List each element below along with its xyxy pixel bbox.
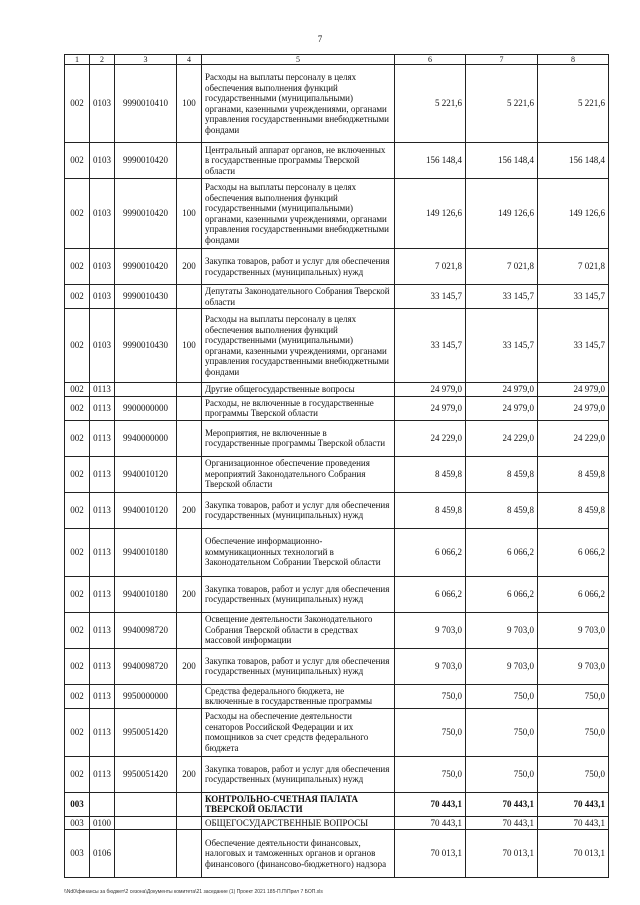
target-article-cell: 9990010420: [115, 143, 177, 179]
amount-col8-cell: 149 126,6: [538, 179, 609, 249]
amount-col7-cell: 33 145,7: [466, 285, 538, 309]
description-cell: Обеспечение деятельности финансовых, налоговых и таможенных органов и органов финансового (финансово-бюджетного) надзора: [202, 830, 395, 878]
amount-col8-cell: 70 013,1: [538, 830, 609, 878]
amount-col7-cell: 156 148,4: [466, 143, 538, 179]
expense-type-cell: [177, 830, 202, 878]
section-code-cell: [90, 792, 115, 816]
amount-col7-cell: 9 703,0: [466, 648, 538, 684]
description-cell: Организационное обеспечение проведения мероприятий Законодательного Собрания Тверской области: [202, 456, 395, 492]
admin-code-cell: 003: [65, 816, 90, 830]
expense-type-cell: [177, 816, 202, 830]
admin-code-cell: 002: [65, 576, 90, 612]
section-code-cell: 0103: [90, 249, 115, 285]
expense-type-cell: 100: [177, 309, 202, 383]
section-code-cell: 0106: [90, 830, 115, 878]
amount-col6-cell: 149 126,6: [395, 179, 466, 249]
amount-col7-cell: 750,0: [466, 684, 538, 708]
expense-type-cell: [177, 528, 202, 576]
section-code-cell: 0103: [90, 309, 115, 383]
amount-col8-cell: 70 443,1: [538, 792, 609, 816]
amount-col6-cell: 70 013,1: [395, 830, 466, 878]
table-row: [65, 65, 609, 143]
admin-code-cell: 002: [65, 396, 90, 420]
table-row: [65, 816, 609, 830]
table-row: [65, 708, 609, 756]
amount-col8-cell: 8 459,8: [538, 492, 609, 528]
admin-code-cell: 002: [65, 756, 90, 792]
expense-type-cell: [177, 383, 202, 397]
amount-col8-cell: 70 443,1: [538, 816, 609, 830]
target-article-cell: 9950051420: [115, 708, 177, 756]
expense-type-cell: [177, 612, 202, 648]
header-cell: 4: [177, 55, 202, 65]
description-cell: Мероприятия, не включенные в государственные программы Тверской области: [202, 420, 395, 456]
expense-type-cell: 200: [177, 648, 202, 684]
target-article-cell: 9940000000: [115, 420, 177, 456]
admin-code-cell: 002: [65, 309, 90, 383]
description-cell: Расходы на выплаты персоналу в целях обеспечения выполнения функций государственными (муниципальными) органами, казенными учреждениями, органами управления государственными внебюджетными фондами: [202, 65, 395, 143]
admin-code-cell: 002: [65, 285, 90, 309]
table-row: [65, 309, 609, 383]
section-code-cell: 0113: [90, 528, 115, 576]
section-code-cell: 0113: [90, 648, 115, 684]
amount-col8-cell: 750,0: [538, 684, 609, 708]
admin-code-cell: 002: [65, 420, 90, 456]
admin-code-cell: 002: [65, 528, 90, 576]
table-row: [65, 179, 609, 249]
amount-col6-cell: 5 221,6: [395, 65, 466, 143]
amount-col6-cell: 750,0: [395, 708, 466, 756]
table-row: [65, 792, 609, 816]
description-cell: Закупка товаров, работ и услуг для обеспечения государственных (муниципальных) нужд: [202, 756, 395, 792]
amount-col6-cell: 70 443,1: [395, 816, 466, 830]
expense-type-cell: [177, 792, 202, 816]
amount-col8-cell: 8 459,8: [538, 456, 609, 492]
description-cell: Обеспечение информационно-коммуникационных технологий в Законодательном Собрании Тверской области: [202, 528, 395, 576]
amount-col6-cell: 33 145,7: [395, 309, 466, 383]
amount-col8-cell: 9 703,0: [538, 612, 609, 648]
amount-col8-cell: 6 066,2: [538, 576, 609, 612]
section-code-cell: 0100: [90, 816, 115, 830]
admin-code-cell: 002: [65, 383, 90, 397]
admin-code-cell: 002: [65, 684, 90, 708]
header-cell: 8: [538, 55, 609, 65]
target-article-cell: 9990010430: [115, 309, 177, 383]
description-cell: Закупка товаров, работ и услуг для обеспечения государственных (муниципальных) нужд: [202, 492, 395, 528]
section-code-cell: 0113: [90, 396, 115, 420]
description-cell: Средства федерального бюджета, не включенные в государственные программы: [202, 684, 395, 708]
admin-code-cell: 002: [65, 492, 90, 528]
amount-col7-cell: 24 979,0: [466, 396, 538, 420]
header-row: [65, 55, 609, 65]
section-code-cell: 0103: [90, 285, 115, 309]
admin-code-cell: 002: [65, 65, 90, 143]
amount-col8-cell: 750,0: [538, 708, 609, 756]
amount-col6-cell: 9 703,0: [395, 612, 466, 648]
expense-type-cell: [177, 143, 202, 179]
description-cell: Расходы, не включенные в государственные программы Тверской области: [202, 396, 395, 420]
section-code-cell: 0113: [90, 756, 115, 792]
admin-code-cell: 002: [65, 143, 90, 179]
table-row: [65, 285, 609, 309]
description-cell: Освещение деятельности Законодательного Собрания Тверской области в средствах массовой информации: [202, 612, 395, 648]
header-cell: 3: [115, 55, 177, 65]
admin-code-cell: 002: [65, 648, 90, 684]
section-code-cell: 0113: [90, 684, 115, 708]
amount-col7-cell: 149 126,6: [466, 179, 538, 249]
target-article-cell: 9940010120: [115, 492, 177, 528]
target-article-cell: 9990010430: [115, 285, 177, 309]
page-number: 7: [317, 34, 323, 44]
amount-col6-cell: 24 229,0: [395, 420, 466, 456]
table-row: [65, 420, 609, 456]
amount-col6-cell: 6 066,2: [395, 528, 466, 576]
section-code-cell: 0113: [90, 576, 115, 612]
expense-type-cell: 100: [177, 179, 202, 249]
section-code-cell: 0113: [90, 708, 115, 756]
table-row: [65, 528, 609, 576]
budget-table: [64, 54, 609, 878]
target-article-cell: 9950051420: [115, 756, 177, 792]
target-article-cell: 9940098720: [115, 648, 177, 684]
amount-col7-cell: 7 021,8: [466, 249, 538, 285]
target-article-cell: 9900000000: [115, 396, 177, 420]
section-code-cell: 0113: [90, 383, 115, 397]
amount-col6-cell: 33 145,7: [395, 285, 466, 309]
amount-col6-cell: 7 021,8: [395, 249, 466, 285]
description-cell: ОБЩЕГОСУДАРСТВЕННЫЕ ВОПРОСЫ: [202, 816, 395, 830]
amount-col8-cell: 5 221,6: [538, 65, 609, 143]
expense-type-cell: [177, 285, 202, 309]
target-article-cell: [115, 792, 177, 816]
header-cell: 5: [202, 55, 395, 65]
admin-code-cell: 003: [65, 830, 90, 878]
header-cell: 7: [466, 55, 538, 65]
expense-type-cell: 200: [177, 492, 202, 528]
description-cell: Закупка товаров, работ и услуг для обеспечения государственных (муниципальных) нужд: [202, 576, 395, 612]
amount-col6-cell: 24 979,0: [395, 396, 466, 420]
amount-col6-cell: 750,0: [395, 756, 466, 792]
admin-code-cell: 002: [65, 708, 90, 756]
amount-col7-cell: 24 979,0: [466, 383, 538, 397]
target-article-cell: 9990010420: [115, 179, 177, 249]
amount-col6-cell: 750,0: [395, 684, 466, 708]
file-path-footer: \\Nd0\финансы за бюджет\2 сезона\Документы комитета\21 заседание (1) Проект 2021 185-П.П\Прил 7 БОП.xls: [64, 889, 323, 895]
amount-col7-cell: 750,0: [466, 756, 538, 792]
description-cell: Закупка товаров, работ и услуг для обеспечения государственных (муниципальных) нужд: [202, 249, 395, 285]
target-article-cell: 9940098720: [115, 612, 177, 648]
amount-col7-cell: 70 443,1: [466, 816, 538, 830]
header-cell: 1: [65, 55, 90, 65]
target-article-cell: 9950000000: [115, 684, 177, 708]
amount-col6-cell: 156 148,4: [395, 143, 466, 179]
amount-col7-cell: 8 459,8: [466, 456, 538, 492]
amount-col7-cell: 33 145,7: [466, 309, 538, 383]
admin-code-cell: 002: [65, 179, 90, 249]
amount-col7-cell: 9 703,0: [466, 612, 538, 648]
header-cell: 2: [90, 55, 115, 65]
amount-col7-cell: 8 459,8: [466, 492, 538, 528]
admin-code-cell: 002: [65, 612, 90, 648]
admin-code-cell: 002: [65, 249, 90, 285]
target-article-cell: [115, 383, 177, 397]
section-code-cell: 0113: [90, 420, 115, 456]
amount-col8-cell: 7 021,8: [538, 249, 609, 285]
amount-col8-cell: 6 066,2: [538, 528, 609, 576]
expense-type-cell: [177, 420, 202, 456]
expense-type-cell: 200: [177, 756, 202, 792]
admin-code-cell: 002: [65, 456, 90, 492]
description-cell: Центральный аппарат органов, не включенных в государственные программы Тверской области: [202, 143, 395, 179]
expense-type-cell: [177, 396, 202, 420]
amount-col8-cell: 156 148,4: [538, 143, 609, 179]
amount-col6-cell: 70 443,1: [395, 792, 466, 816]
table-row: [65, 830, 609, 878]
amount-col6-cell: 9 703,0: [395, 648, 466, 684]
amount-col8-cell: 24 979,0: [538, 396, 609, 420]
amount-col7-cell: 6 066,2: [466, 528, 538, 576]
amount-col6-cell: 6 066,2: [395, 576, 466, 612]
description-cell: Другие общегосударственные вопросы: [202, 383, 395, 397]
table-row: [65, 383, 609, 397]
table-row: [65, 492, 609, 528]
amount-col7-cell: 5 221,6: [466, 65, 538, 143]
table-row: [65, 684, 609, 708]
target-article-cell: [115, 830, 177, 878]
section-code-cell: 0103: [90, 65, 115, 143]
expense-type-cell: [177, 456, 202, 492]
description-cell: Расходы на обеспечение деятельности сенаторов Российской Федерации и их помощников за счет средств федерального бюджета: [202, 708, 395, 756]
amount-col7-cell: 6 066,2: [466, 576, 538, 612]
description-cell: Депутаты Законодательного Собрания Тверской области: [202, 285, 395, 309]
section-code-cell: 0113: [90, 456, 115, 492]
amount-col6-cell: 8 459,8: [395, 456, 466, 492]
table-row: [65, 576, 609, 612]
amount-col7-cell: 70 013,1: [466, 830, 538, 878]
amount-col7-cell: 24 229,0: [466, 420, 538, 456]
target-article-cell: 9990010420: [115, 249, 177, 285]
amount-col8-cell: 24 229,0: [538, 420, 609, 456]
amount-col8-cell: 9 703,0: [538, 648, 609, 684]
amount-col6-cell: 24 979,0: [395, 383, 466, 397]
table-row: [65, 612, 609, 648]
section-code-cell: 0103: [90, 143, 115, 179]
expense-type-cell: 200: [177, 249, 202, 285]
admin-code-cell: 003: [65, 792, 90, 816]
amount-col7-cell: 750,0: [466, 708, 538, 756]
target-article-cell: [115, 816, 177, 830]
section-code-cell: 0113: [90, 612, 115, 648]
table-row: [65, 143, 609, 179]
amount-col8-cell: 33 145,7: [538, 309, 609, 383]
table-row: [65, 249, 609, 285]
target-article-cell: 9940010120: [115, 456, 177, 492]
description-cell: Расходы на выплаты персоналу в целях обеспечения выполнения функций государственными (муниципальными) органами, казенными учреждениями, органами управления государственными внебюджетными фондами: [202, 309, 395, 383]
target-article-cell: 9990010410: [115, 65, 177, 143]
section-code-cell: 0103: [90, 179, 115, 249]
table-row: [65, 648, 609, 684]
expense-type-cell: [177, 684, 202, 708]
description-cell: Закупка товаров, работ и услуг для обеспечения государственных (муниципальных) нужд: [202, 648, 395, 684]
table-row: [65, 756, 609, 792]
target-article-cell: 9940010180: [115, 576, 177, 612]
table-row: [65, 396, 609, 420]
header-cell: 6: [395, 55, 466, 65]
amount-col8-cell: 24 979,0: [538, 383, 609, 397]
description-cell: Расходы на выплаты персоналу в целях обеспечения выполнения функций государственными (муниципальными) органами, казенными учреждениями, органами управления государственными внебюджетными фондами: [202, 179, 395, 249]
amount-col8-cell: 33 145,7: [538, 285, 609, 309]
expense-type-cell: [177, 708, 202, 756]
description-cell: КОНТРОЛЬНО-СЧЕТНАЯ ПАЛАТА ТВЕРСКОЙ ОБЛАСТИ: [202, 792, 395, 816]
expense-type-cell: 200: [177, 576, 202, 612]
amount-col8-cell: 750,0: [538, 756, 609, 792]
section-code-cell: 0113: [90, 492, 115, 528]
amount-col6-cell: 8 459,8: [395, 492, 466, 528]
expense-type-cell: 100: [177, 65, 202, 143]
table-row: [65, 456, 609, 492]
amount-col7-cell: 70 443,1: [466, 792, 538, 816]
target-article-cell: 9940010180: [115, 528, 177, 576]
